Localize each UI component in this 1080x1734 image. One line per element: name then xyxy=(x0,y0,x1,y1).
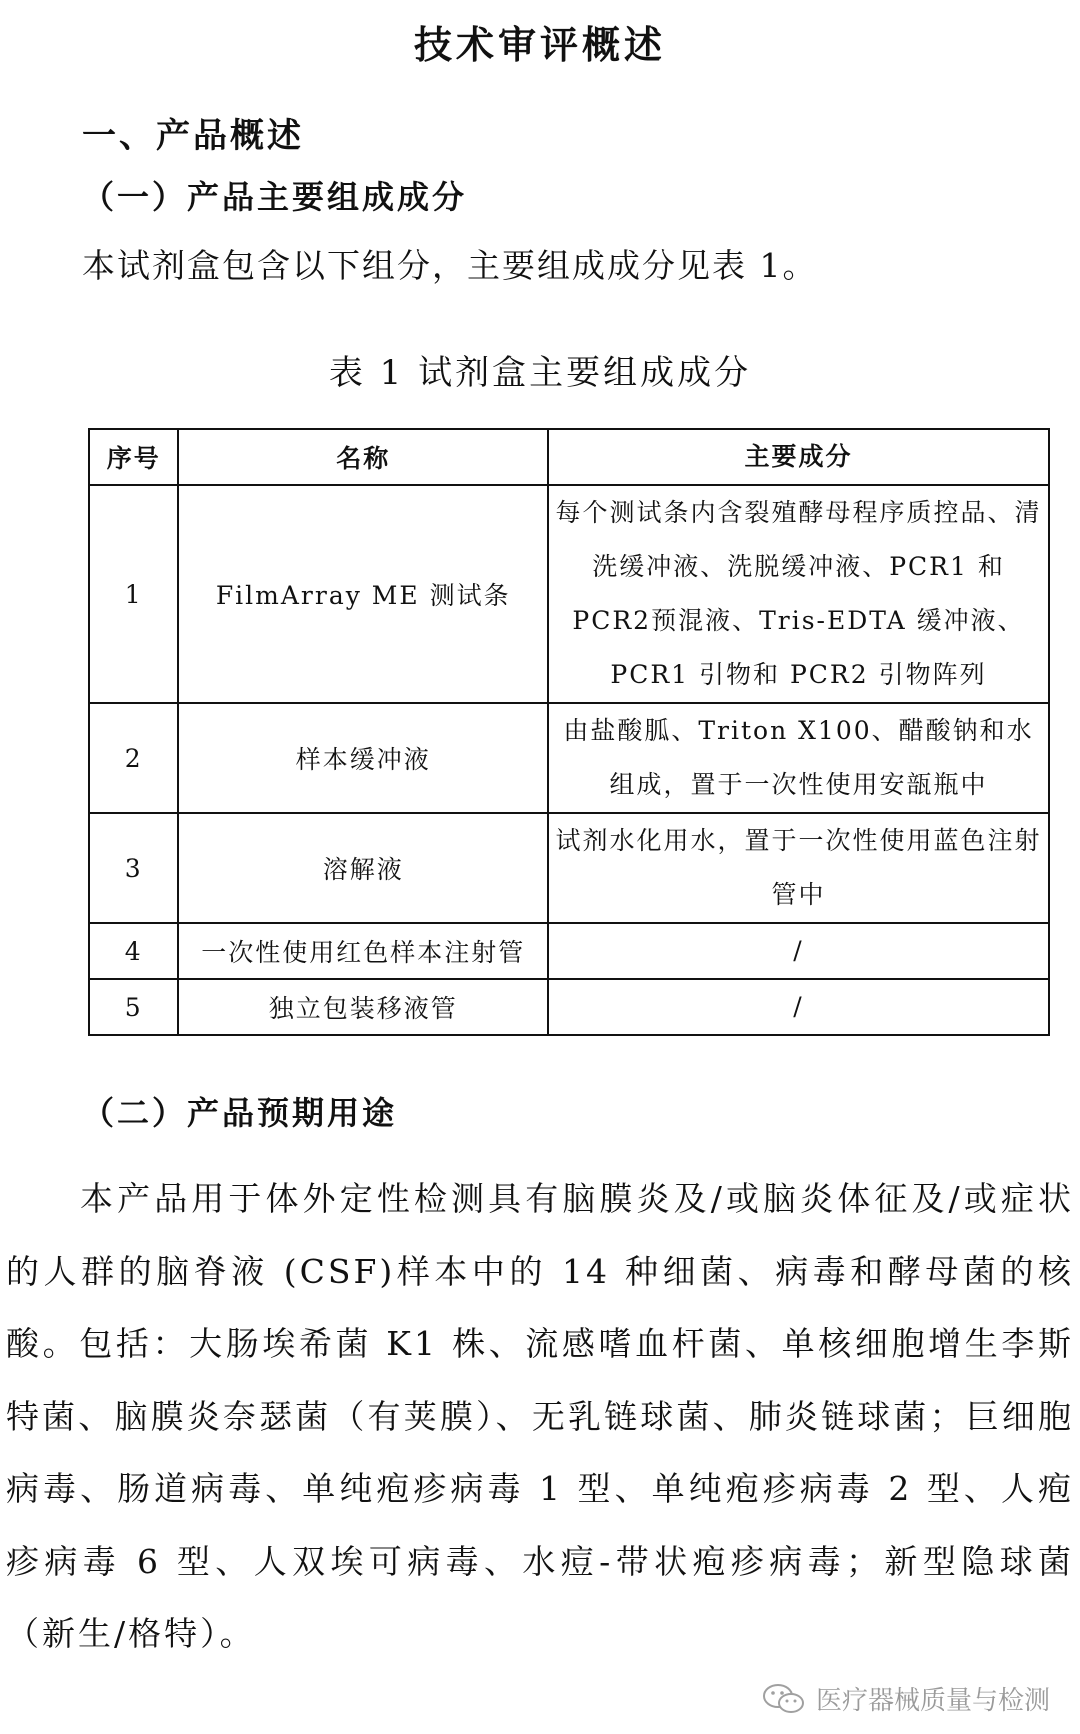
subsection-heading-composition: （一）产品主要组成成分 xyxy=(82,178,468,216)
table-row xyxy=(89,923,1049,979)
wechat-icon xyxy=(762,1682,806,1716)
intended-use-paragraph: 本产品用于体外定性检测具有脑膜炎及/或脑炎体征及/或症状的人群的脑脊液 (CSF)样本中的 14 种细菌、病毒和酵母菌的核酸。包括：大肠埃希菌 K1 株、流感嗜血杆菌、单核细胞增生李斯特菌、脑膜炎奈瑟菌（有荚膜）、无乳链球菌、肺炎链球菌；巨细胞病毒、肠道病毒、单纯疱疹病毒 1 型、单纯疱疹病毒 2 型、人疱疹病毒 6 型、人双埃可病毒、水痘-带状疱疹病毒；新型隐球菌（新生/格特）。 xyxy=(6,1179,1074,1653)
cell-name: 一次性使用红色样本注射管 xyxy=(178,923,548,979)
page-title: 技术审评概述 xyxy=(413,22,666,67)
header-seq: 序号 xyxy=(89,429,178,485)
cell-components: / xyxy=(548,979,1049,1035)
cell-name: 样本缓冲液 xyxy=(178,703,548,813)
composition-table xyxy=(88,428,1050,1036)
cell-components: 由盐酸胍、Triton X100、醋酸钠和水组成，置于一次性使用安瓿瓶中 xyxy=(548,703,1049,813)
cell-name: 溶解液 xyxy=(178,813,548,923)
watermark-text: 医疗器械质量与检测 xyxy=(815,1686,1050,1716)
table-header-row xyxy=(89,429,1049,485)
cell-seq: 2 xyxy=(89,703,178,813)
watermark xyxy=(762,1680,1050,1717)
cell-seq: 1 xyxy=(89,485,178,703)
table-row xyxy=(89,979,1049,1035)
cell-seq: 4 xyxy=(89,923,178,979)
cell-name: 独立包装移液管 xyxy=(178,979,548,1035)
cell-seq: 3 xyxy=(89,813,178,923)
cell-name: FilmArray ME 测试条 xyxy=(178,485,548,703)
cell-components: 每个测试条内含裂殖酵母程序质控品、清洗缓冲液、洗脱缓冲液、PCR1 和 PCR2预混液、Tris-EDTA 缓冲液、PCR1 引物和 PCR2 引物阵列 xyxy=(548,485,1049,703)
table-row xyxy=(89,813,1049,923)
table-row xyxy=(89,703,1049,813)
table-caption: 表 1 试剂盒主要组成成分 xyxy=(328,353,752,393)
composition-intro: 本试剂盒包含以下组分，主要组成成分见表 1。 xyxy=(82,246,818,285)
section-heading: 一、产品概述 xyxy=(82,116,304,156)
table-row xyxy=(89,485,1049,703)
subsection-heading-intended-use: （二）产品预期用途 xyxy=(82,1094,398,1132)
header-name: 名称 xyxy=(178,429,548,485)
cell-components: 试剂水化用水，置于一次性使用蓝色注射管中 xyxy=(548,813,1049,923)
header-components: 主要成分 xyxy=(548,429,1049,485)
cell-seq: 5 xyxy=(89,979,178,1035)
cell-components: / xyxy=(548,923,1049,979)
